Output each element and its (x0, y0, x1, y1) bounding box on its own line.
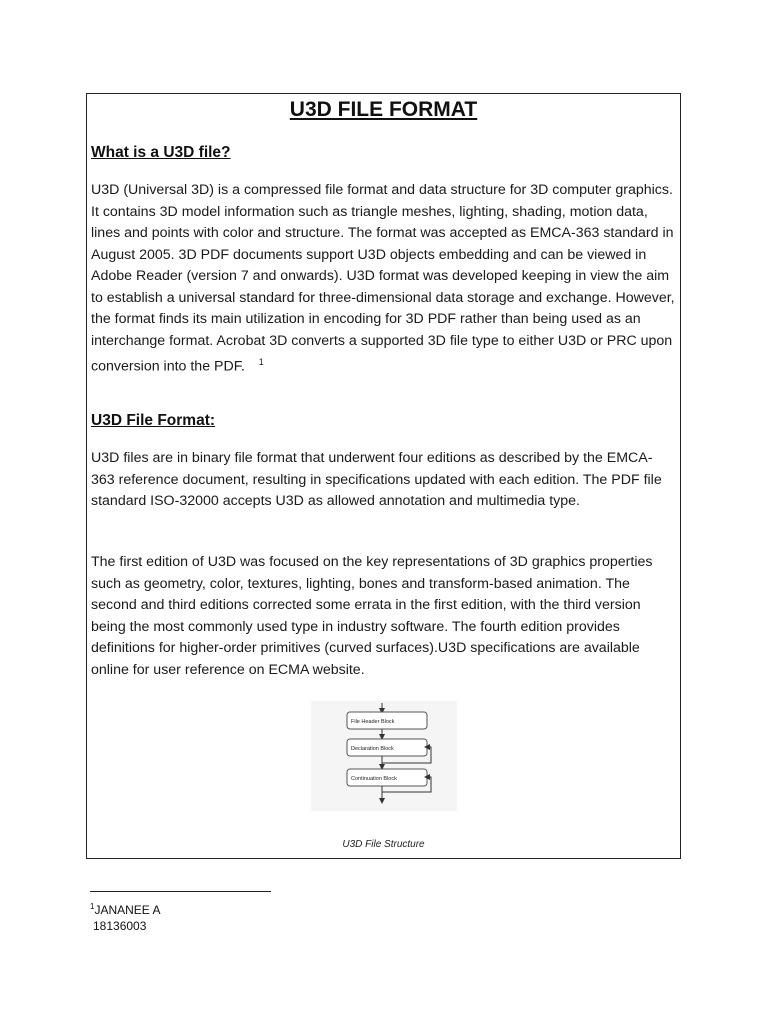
continuation-block-label: Continuation Block (351, 776, 397, 782)
section1-paragraph (91, 180, 676, 378)
file-structure-svg (311, 701, 457, 811)
section2-paragraph-2: The first edition of U3D was focused on the key representations of 3D graphics properties such as geometry, color, textures, lighting, bones and transform-based animation. The second and third editions corrected some errata in the first edition, with the third version being the most commonly used type in industry software. The fourth edition provides definitions for higher-order primitives (curved surfaces).U3D specifications are available online for user reference on ECMA website. (91, 554, 653, 678)
section-heading-file-format: U3D File Format: (91, 412, 216, 429)
footnote-marker: 1 (90, 902, 95, 911)
footnote-author: JANANEE A (94, 903, 161, 917)
footnote-separator (90, 891, 271, 892)
section-heading-what-is: What is a U3D file? (91, 144, 231, 161)
footnote-id: 18136003 (93, 919, 147, 933)
content-frame (86, 93, 681, 859)
footnote-author-line (90, 899, 160, 918)
page-title: U3D FILE FORMAT (289, 98, 478, 121)
figure-caption: U3D File Structure (342, 839, 425, 850)
section1-paragraph-text: U3D (Universal 3D) is a compressed file format and data structure for 3D computer graphics. It contains 3D model information such as triangle meshes, lighting, shading, motion data, lines and points with color and structure. The format was accepted as EMCA-363 standard in August 2005. 3D PDF documents support U3D objects embedding and can be viewed in Adobe Reader (version 7 and onwards). U3D format was developed keeping in view the aim to establish a universal standard for three-dimensional data storage and exchange. However, the format finds its main utilization in encoding for 3D PDF rather than being used as an interchange format. Acrobat 3D converts a supported 3D file type to either U3D or PRC upon conversion into the PDF. (91, 182, 675, 375)
section2-paragraph-1: U3D files are in binary file format that underwent four editions as described by the EMCA-363 reference document, resulting in specifications updated with each edition. The PDF file standard ISO-32000 accepts U3D as allowed annotation and multimedia type. (91, 450, 662, 509)
file-header-block-label: File Header Block (351, 719, 395, 725)
declaration-block-label: Declaration Block (351, 746, 394, 752)
footnote-reference: 1 (258, 357, 264, 367)
footnote (90, 899, 160, 934)
file-structure-diagram (311, 701, 457, 811)
